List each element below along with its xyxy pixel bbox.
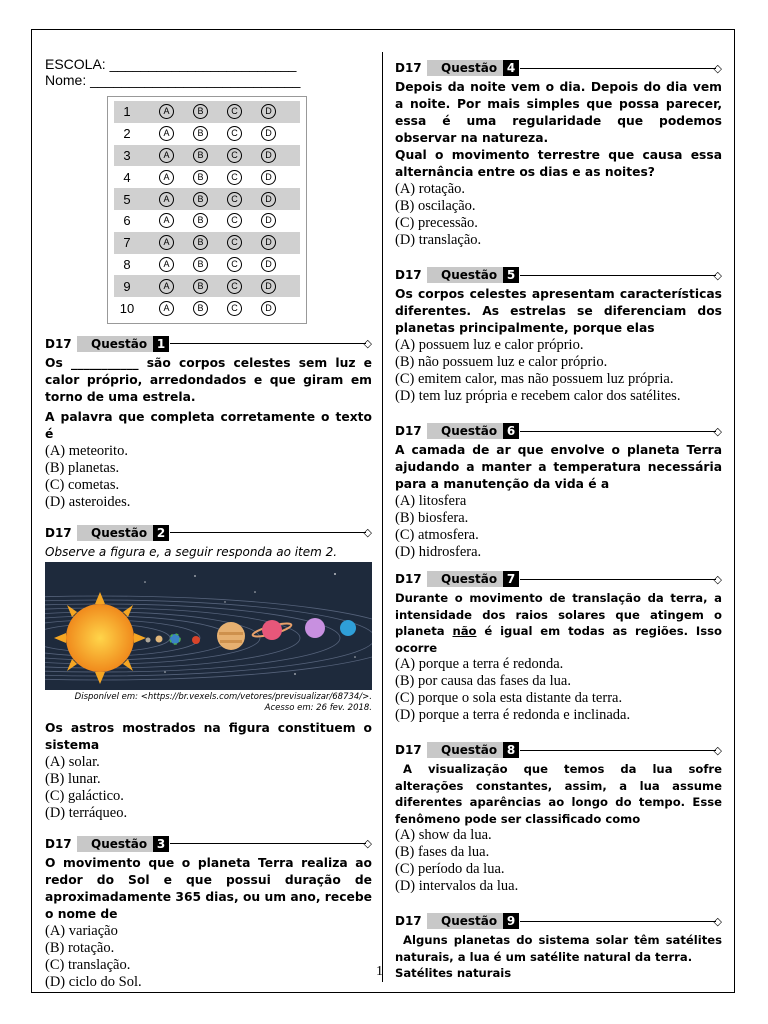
question-stem: Os ___________ são corpos celestes sem luz e calor próprio, arredondados e que giram em torno de uma estrela. <box>45 355 372 404</box>
answer-bubble-a[interactable]: A <box>159 301 174 316</box>
option-a[interactable]: (A) solar. <box>45 753 100 770</box>
answer-bubble-d[interactable]: D <box>261 148 276 163</box>
question-label: Questão <box>77 836 153 852</box>
answer-bubble-a[interactable]: A <box>159 257 174 272</box>
option-d[interactable]: (D) terráqueo. <box>45 804 128 821</box>
option-a[interactable]: (A) possuem luz e calor próprio. <box>395 337 584 353</box>
question-label: Questão <box>427 267 503 283</box>
option-d[interactable]: (D) intervalos da lua. <box>395 878 519 894</box>
option-b[interactable]: (B) fases da lua. <box>395 844 490 860</box>
diamond-icon: ◇ <box>713 61 722 75</box>
question-number: 6 <box>503 423 519 439</box>
diamond-icon: ◇ <box>363 337 372 351</box>
question-header <box>45 525 372 541</box>
descriptor-code: D17 <box>395 914 422 928</box>
answer-bubble-b[interactable]: B <box>193 301 208 316</box>
answer-row-number: 2 <box>123 126 131 142</box>
question-header <box>395 913 722 929</box>
question-label: Questão <box>77 336 153 352</box>
answer-bubble-a[interactable]: A <box>159 279 174 294</box>
diamond-icon: ◇ <box>363 526 372 540</box>
question-3 <box>45 836 372 991</box>
question-number: 7 <box>503 571 519 587</box>
question-stem: Os astros mostrados na figura constituem o sistema <box>45 720 372 752</box>
option-d[interactable]: (D) hidrosfera. <box>395 544 482 560</box>
diamond-icon: ◇ <box>713 268 722 282</box>
option-a[interactable]: (A) meteorito. <box>45 442 128 459</box>
answer-row <box>114 101 300 123</box>
answer-bubble-a[interactable]: A <box>159 192 174 207</box>
descriptor-code: D17 <box>395 743 422 757</box>
answer-row-number: 9 <box>123 278 131 294</box>
question-number: 2 <box>153 525 169 541</box>
descriptor-code: D17 <box>395 424 422 438</box>
option-c[interactable]: (C) translação. <box>45 956 131 973</box>
answer-row-number: 1 <box>123 104 131 120</box>
question-stem: O movimento que o planeta Terra realiza ao redor do Sol e que possui duração de aproximadamente 365 dias, ou um ano, recebe o nome de <box>45 855 372 921</box>
question-label: Questão <box>427 571 503 587</box>
answer-row <box>114 210 300 232</box>
answer-bubble-b[interactable]: B <box>193 126 208 141</box>
answer-bubble-a[interactable]: A <box>159 126 174 141</box>
answer-bubble-d[interactable]: D <box>261 104 276 119</box>
answer-bubble-d[interactable]: D <box>261 192 276 207</box>
header-rule <box>520 921 715 922</box>
answer-bubble-c[interactable]: C <box>227 170 242 185</box>
option-b[interactable]: (B) não possuem luz e calor próprio. <box>395 354 608 370</box>
solar-system-figure <box>45 562 372 690</box>
answer-row <box>114 188 300 210</box>
question-prompt: A palavra que completa corretamente o texto é <box>45 409 372 441</box>
question-number: 3 <box>153 836 169 852</box>
answer-bubble-b[interactable]: B <box>193 257 208 272</box>
option-b[interactable]: (B) por causa das fases da lua. <box>395 673 571 689</box>
option-c[interactable]: (C) período da lua. <box>395 861 505 877</box>
answer-bubble-d[interactable]: D <box>261 126 276 141</box>
header-rule <box>170 343 365 344</box>
question-header <box>45 336 372 352</box>
answer-sheet-grid <box>107 96 307 324</box>
descriptor-code: D17 <box>395 268 422 282</box>
option-c[interactable]: (C) atmosfera. <box>395 527 479 543</box>
header-rule <box>520 579 715 580</box>
answer-bubble-d[interactable]: D <box>261 257 276 272</box>
option-d[interactable]: (D) translação. <box>395 232 482 248</box>
question-stem: Os corpos celestes apresentam características diferentes. As estrelas se diferenciam dos planetas principalmente, porque elas <box>395 287 722 335</box>
answer-row-number: 5 <box>123 191 131 207</box>
question-label: Questão <box>427 423 503 439</box>
answer-bubble-a[interactable]: A <box>159 170 174 185</box>
option-d[interactable]: (D) porque a terra é redonda e inclinada. <box>395 707 631 723</box>
stem-underlined-word: não <box>452 624 477 638</box>
answer-bubble-b[interactable]: B <box>193 192 208 207</box>
question-header <box>395 571 722 587</box>
answer-bubble-c[interactable]: C <box>227 213 242 228</box>
question-5 <box>395 267 722 405</box>
descriptor-code: D17 <box>45 836 72 851</box>
answer-row-number: 7 <box>123 235 131 251</box>
school-field[interactable]: ESCOLA: ________________________ <box>45 56 297 72</box>
answer-row <box>114 275 300 297</box>
question-label: Questão <box>77 525 153 541</box>
header-rule <box>520 275 715 276</box>
question-prompt: Qual o movimento terrestre que causa essa alternância entre os dias e as noites? <box>395 148 722 179</box>
answer-bubble-d[interactable]: D <box>261 279 276 294</box>
question-number: 9 <box>503 913 519 929</box>
option-b[interactable]: (B) planetas. <box>45 459 120 476</box>
option-b[interactable]: (B) rotação. <box>45 939 115 956</box>
question-prompt: Satélites naturais <box>395 966 512 980</box>
option-c[interactable]: (C) galáctico. <box>45 787 124 804</box>
option-b[interactable]: (B) lunar. <box>45 770 101 787</box>
answer-row-number: 10 <box>119 300 135 316</box>
question-stem: A visualização que temos da lua sofre alterações constantes, assim, a lua assume diferentes aparências ao longo do tempo. Esse fenômeno pode ser classificado como <box>395 762 722 826</box>
diamond-icon: ◇ <box>363 837 372 851</box>
descriptor-code: D17 <box>395 61 422 75</box>
question-stem <box>395 590 722 656</box>
question-4 <box>395 60 722 249</box>
question-header <box>45 836 372 852</box>
answer-bubble-a[interactable]: A <box>159 213 174 228</box>
question-header <box>395 742 722 758</box>
answer-row <box>114 166 300 188</box>
answer-bubble-b[interactable]: B <box>193 104 208 119</box>
question-label: Questão <box>427 742 503 758</box>
option-c[interactable]: (C) porque o sola esta distante da terra. <box>395 690 623 706</box>
question-1 <box>45 336 372 511</box>
answer-row-number: 6 <box>123 213 131 229</box>
answer-bubble-b[interactable]: B <box>193 235 208 250</box>
descriptor-code: D17 <box>45 525 72 540</box>
answer-bubble-c[interactable]: C <box>227 192 242 207</box>
answer-bubble-a[interactable]: A <box>159 104 174 119</box>
question-stem: Depois da noite vem o dia. Depois do dia vem a noite. Por mais simples que possa parecer, essa é uma regularidade que podemos observar na natureza. <box>395 80 722 145</box>
question-8 <box>395 742 722 895</box>
question-stem: Alguns planetas do sistema solar têm satélites naturais, a lua é um satélite natural da terra. <box>395 933 722 964</box>
answer-bubble-c[interactable]: C <box>227 104 242 119</box>
answer-row <box>114 123 300 145</box>
option-a[interactable]: (A) rotação. <box>395 181 466 197</box>
question-2 <box>45 525 372 822</box>
option-a[interactable]: (A) litosfera <box>395 493 467 509</box>
answer-row-number: 3 <box>123 147 131 163</box>
answer-row <box>114 254 300 276</box>
answer-bubble-b[interactable]: B <box>193 213 208 228</box>
question-number: 4 <box>503 60 519 76</box>
answer-row <box>114 145 300 167</box>
option-d[interactable]: (D) asteroides. <box>45 493 131 510</box>
option-d[interactable]: (D) ciclo do Sol. <box>45 973 142 990</box>
image-credit-date: Acesso em: 26 fev. 2018. <box>264 702 372 713</box>
answer-bubble-c[interactable]: C <box>227 126 242 141</box>
sun-shape <box>54 592 146 684</box>
header-rule <box>520 68 715 69</box>
answer-bubble-c[interactable]: C <box>227 148 242 163</box>
stem-part-2: é igual em todas as regiões. Isso ocorre <box>395 624 722 655</box>
name-field[interactable]: Nome: ___________________________ <box>45 72 301 88</box>
option-c[interactable]: (C) precessão. <box>395 215 478 231</box>
stem-part-1: Durante o movimento de translação da terra, a intensidade dos raios solares que atingem o planeta <box>395 591 722 638</box>
question-number: 8 <box>503 742 519 758</box>
descriptor-code: D17 <box>395 572 422 586</box>
answer-bubble-d[interactable]: D <box>261 235 276 250</box>
diamond-icon: ◇ <box>713 914 722 928</box>
question-label: Questão <box>427 60 503 76</box>
header-rule <box>520 431 715 432</box>
option-b[interactable]: (B) oscilação. <box>395 198 476 214</box>
question-header <box>395 267 722 283</box>
option-a[interactable]: (A) variação <box>45 922 118 939</box>
question-7 <box>395 571 722 724</box>
answer-row <box>114 232 300 254</box>
option-b[interactable]: (B) biosfera. <box>395 510 469 526</box>
left-column <box>45 56 372 991</box>
question-number: 1 <box>153 336 169 352</box>
answer-bubble-a[interactable]: A <box>159 235 174 250</box>
image-credit-source: Disponível em: <https://br.vexels.com/vetores/previsualizar/68734/>. <box>74 691 372 702</box>
answer-bubble-c[interactable]: C <box>227 235 242 250</box>
header-rule <box>170 843 365 844</box>
answer-bubble-b[interactable]: B <box>193 170 208 185</box>
answer-bubble-c[interactable]: C <box>227 301 242 316</box>
diamond-icon: ◇ <box>713 743 722 757</box>
diamond-icon: ◇ <box>713 424 722 438</box>
question-6 <box>395 423 722 561</box>
question-header <box>395 423 722 439</box>
column-divider <box>382 52 383 982</box>
answer-bubble-b[interactable]: B <box>193 148 208 163</box>
question-number: 5 <box>503 267 519 283</box>
header-rule <box>170 532 365 533</box>
answer-bubble-a[interactable]: A <box>159 148 174 163</box>
question-stem: A camada de ar que envolve o planeta Terra ajudando a manter a temperatura necessária para a manutenção da vida é a <box>395 443 722 491</box>
header-rule <box>520 750 715 751</box>
answer-bubble-d[interactable]: D <box>261 170 276 185</box>
answer-row-number: 4 <box>123 169 131 185</box>
answer-bubble-d[interactable]: D <box>261 301 276 316</box>
page-number: 1 <box>376 964 383 979</box>
option-a[interactable]: (A) show da lua. <box>395 827 492 843</box>
answer-bubble-b[interactable]: B <box>193 279 208 294</box>
right-column <box>395 58 722 982</box>
question-9 <box>395 913 722 982</box>
question-header <box>395 60 722 76</box>
answer-row-number: 8 <box>123 256 131 272</box>
answer-bubble-c[interactable]: C <box>227 257 242 272</box>
diamond-icon: ◇ <box>713 572 722 586</box>
descriptor-code: D17 <box>45 336 72 351</box>
option-c[interactable]: (C) cometas. <box>45 476 120 493</box>
answer-row <box>114 297 300 319</box>
answer-bubble-d[interactable]: D <box>261 213 276 228</box>
answer-bubble-c[interactable]: C <box>227 279 242 294</box>
solar-system-illustration <box>45 562 372 690</box>
option-c[interactable]: (C) emitem calor, mas não possuem luz própria. <box>395 371 674 387</box>
question-label: Questão <box>427 913 503 929</box>
option-d[interactable]: (D) tem luz própria e recebem calor dos satélites. <box>395 388 681 404</box>
figure-instruction: Observe a figura e, a seguir responda ao item 2. <box>45 544 338 559</box>
option-a[interactable]: (A) porque a terra é redonda. <box>395 656 564 672</box>
